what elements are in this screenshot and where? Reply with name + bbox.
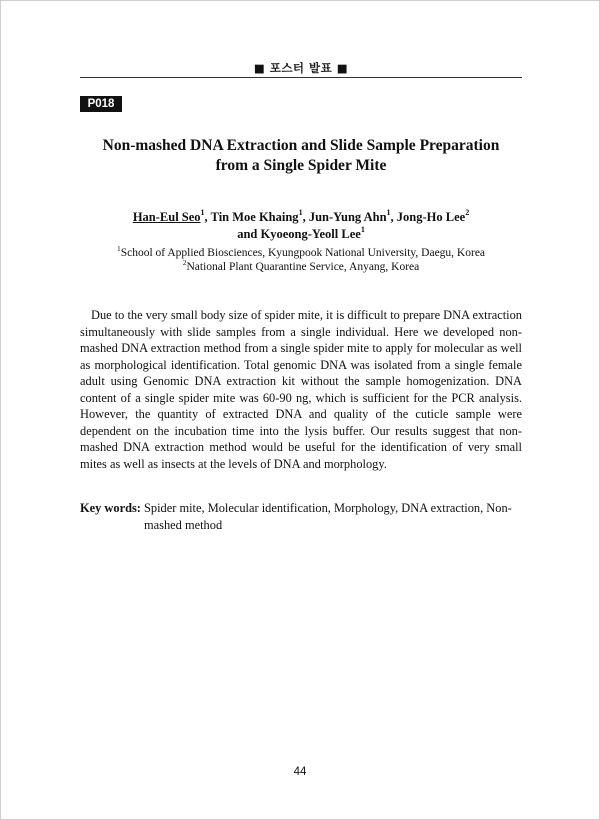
poster-id-badge: P018 xyxy=(80,96,122,112)
title-line-1: Non-mashed DNA Extraction and Slide Sample Preparation xyxy=(102,137,500,154)
affiliation xyxy=(80,246,522,260)
author-affil-marker: 2 xyxy=(465,208,470,217)
author-name: Jong-Ho Lee xyxy=(396,210,466,224)
author-separator: , xyxy=(390,210,397,224)
section-header: ■ 포스터 발표 ■ xyxy=(253,61,349,75)
author-line-2 xyxy=(80,226,522,243)
keywords-text: Spider mite, Molecular identification, Morphology, DNA extraction, Non-mashed method xyxy=(144,501,512,532)
author-name: Tin Moe Khaing xyxy=(210,210,299,224)
author-separator: , xyxy=(302,210,309,224)
affiliation xyxy=(80,260,522,274)
author-line-1 xyxy=(80,209,522,226)
author-affil-marker: 1 xyxy=(298,208,303,217)
affiliation-text: School of Applied Biosciences, Kyungpook National University, Daegu, Korea xyxy=(120,247,486,259)
author-name: Jun-Yung Ahn xyxy=(308,210,387,224)
author-name: Kyoeong-Yeoll Lee xyxy=(260,227,361,241)
author-affil-marker: 1 xyxy=(200,208,205,217)
header-divider xyxy=(80,77,522,78)
author-conjunction: and xyxy=(237,227,261,241)
paper-title xyxy=(80,136,522,176)
keywords-block xyxy=(80,500,522,533)
author-name: Han-Eul Seo xyxy=(132,210,201,224)
author-affil-marker: 1 xyxy=(360,225,365,234)
author-affil-marker: 1 xyxy=(386,208,391,217)
title-line-2: from a Single Spider Mite xyxy=(215,157,387,174)
abstract-text: Due to the very small body size of spider mite, it is difficult to prepare DNA extraction simultaneously with slide samples from a single individual. Here we developed non-mashed DNA extraction method from a single spider mite to apply for molecular as well as morphological identification. Total genomic DNA was isolated from a single female adult using Genomic DNA extraction kit without the sample homogenization. DNA content of a single spider mite was 60-90 ng, which is sufficient for the PCR analysis. However, the quantity of extracted DNA and quality of the cuticle sample were dependent on the incubation time into the lysis buffer. Our results suggest that non-mashed DNA extraction method would be useful for the identification of very small mites as well as insects at the levels of DNA and morphology. xyxy=(80,308,522,471)
keywords-label: Key words: xyxy=(80,501,141,515)
author-list xyxy=(80,209,522,243)
author-separator: , xyxy=(204,210,211,224)
affiliation-list xyxy=(80,246,522,274)
affiliation-marker: 2 xyxy=(182,258,187,267)
affiliation-marker: 1 xyxy=(116,244,121,253)
affiliation-text: National Plant Quarantine Service, Anyang, Korea xyxy=(186,261,420,273)
page-number: 44 xyxy=(293,766,307,778)
